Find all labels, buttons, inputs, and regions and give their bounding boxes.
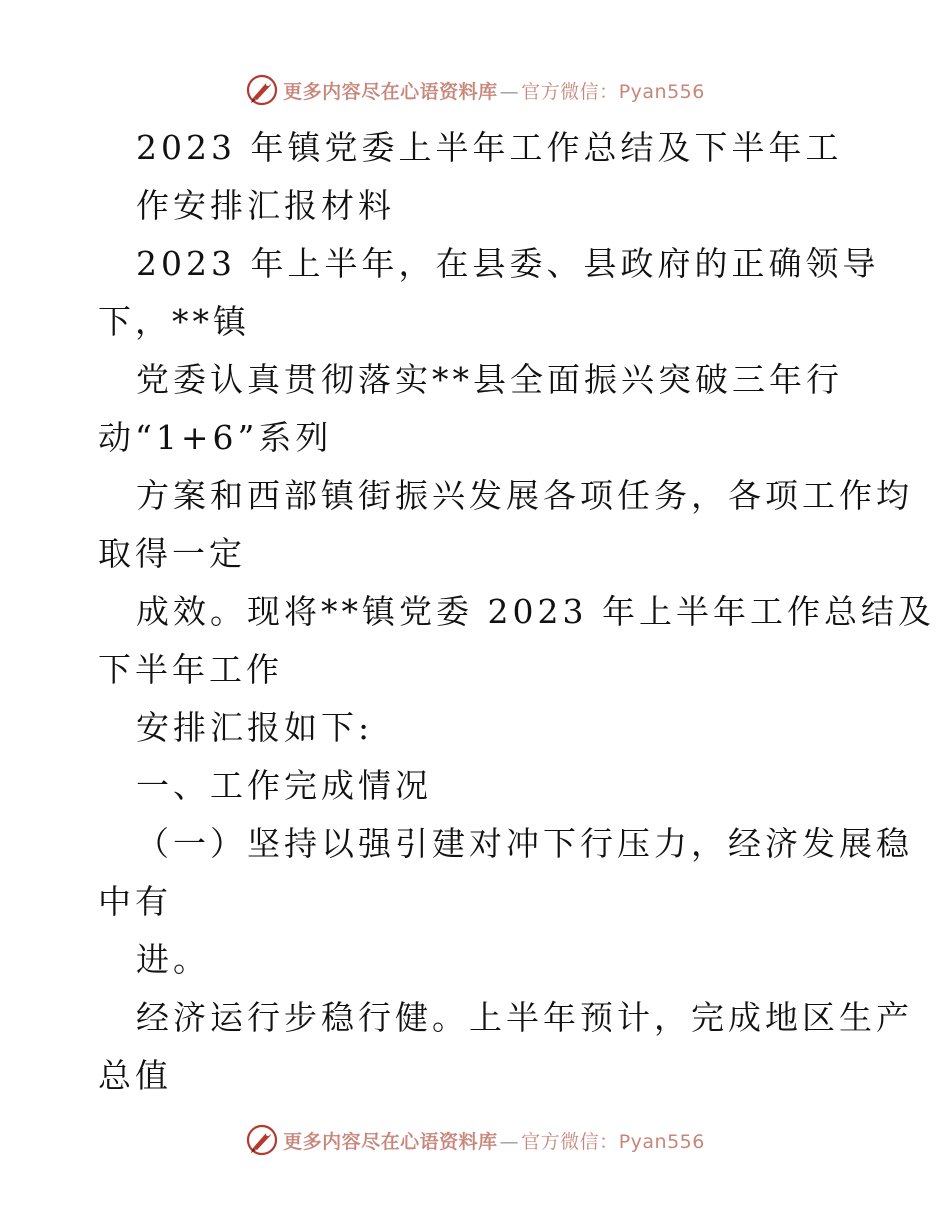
watermark-text <box>283 1127 705 1154</box>
doc-line: 经济运行步稳行健。上半年预计，完成地区生产 <box>136 998 913 1037</box>
doc-line: 安排汇报如下: <box>136 708 374 747</box>
doc-line: 下，**镇 <box>98 302 250 341</box>
watermark-dash: — <box>499 1130 520 1153</box>
watermark-id: Pyan556 <box>618 1130 705 1153</box>
doc-line: 总值 <box>98 1056 172 1095</box>
watermark-main: 更多内容尽在心语资料库 <box>283 1130 498 1153</box>
doc-line: 进。 <box>136 940 210 979</box>
doc-line: 取得一定 <box>98 534 246 573</box>
footer-watermark <box>0 1120 950 1160</box>
watermark-tail: 官方微信： <box>521 80 619 103</box>
doc-line: 中有 <box>98 882 172 921</box>
doc-title-line-2: 作安排汇报材料 <box>136 186 395 225</box>
doc-line: 成效。现将**镇党委 2023 年上半年工作总结及 <box>136 592 935 631</box>
watermark-main: 更多内容尽在心语资料库 <box>283 80 498 103</box>
doc-title-line-1: 2023 年镇党委上半年工作总结及下半年工 <box>136 128 843 167</box>
watermark-dash: — <box>499 80 520 103</box>
doc-line: 2023 年上半年，在县委、县政府的正确领导 <box>136 244 880 283</box>
pen-logo-icon <box>245 1123 279 1157</box>
doc-line: 动“1+6”系列 <box>98 418 333 457</box>
doc-line: 下半年工作 <box>98 650 283 689</box>
watermark-id: Pyan556 <box>618 80 705 103</box>
watermark-tail: 官方微信： <box>521 1130 619 1153</box>
doc-line: 党委认真贯彻落实**县全面振兴突破三年行 <box>136 360 843 399</box>
doc-line: 方案和西部镇街振兴发展各项任务，各项工作均 <box>136 476 913 515</box>
section-heading: 一、工作完成情况 <box>136 766 432 805</box>
subsection-heading: （一）坚持以强引建对冲下行压力，经济发展稳 <box>136 824 913 863</box>
